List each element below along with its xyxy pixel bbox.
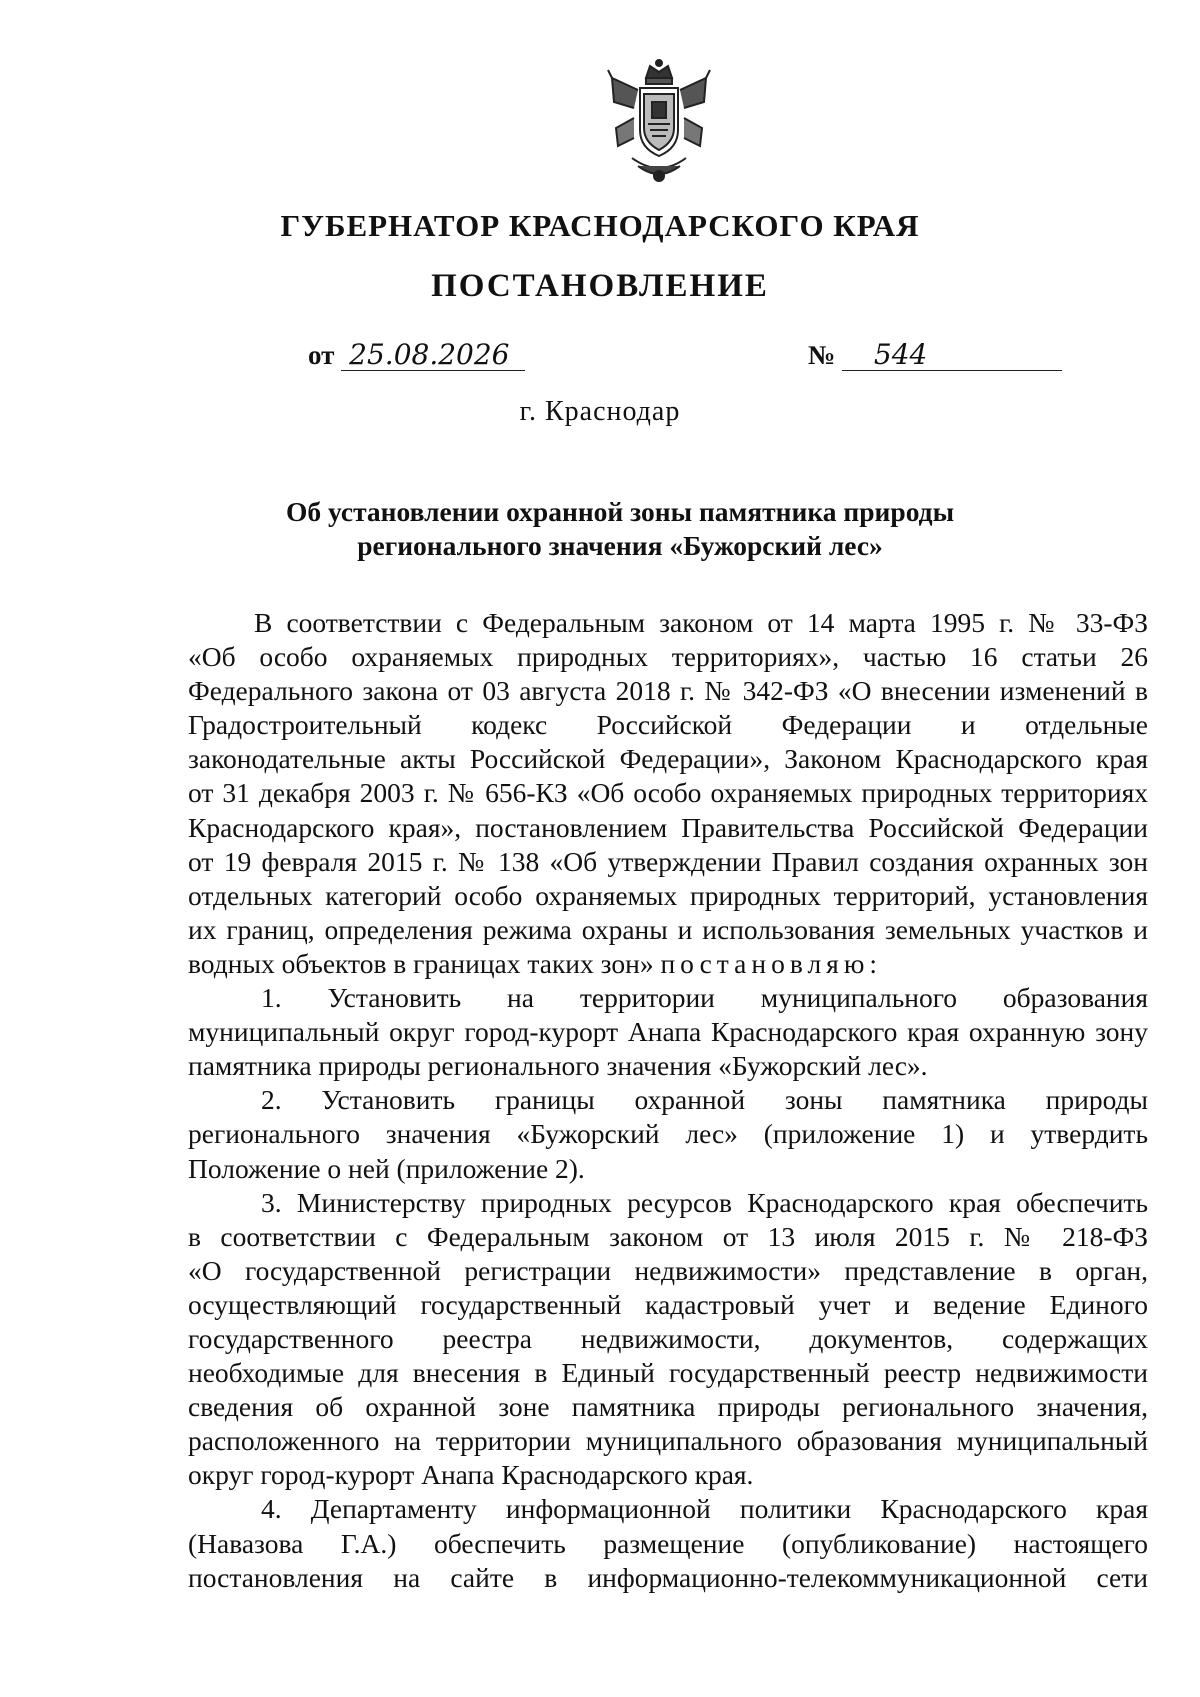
document-date-field xyxy=(308,340,525,371)
text-line: 4. Департаменту информационной политики Краснодарского края xyxy=(261,1493,1148,1525)
preamble-paragraph xyxy=(188,606,1148,981)
item-3-paragraph xyxy=(188,1186,1148,1493)
text-line: муниципальный округ город-курорт Анапа Краснодарского края охранную зону xyxy=(188,1016,1148,1048)
number-label: № xyxy=(808,340,836,370)
text-line: государственного реестра недвижимости, документов, содержащих xyxy=(188,1322,1148,1354)
decree-word: постановляю: xyxy=(660,947,883,979)
text-line: необходимые для внесения в Единый государственный реестр недвижимости xyxy=(188,1357,1148,1389)
text-line: округ город-курорт Анапа Краснодарского края. xyxy=(188,1459,754,1491)
text-line: законодательные акты Российской Федерации», Законом Краснодарского края xyxy=(188,743,1148,775)
document-type: ПОСТАНОВЛЕНИЕ xyxy=(431,268,769,304)
text-line: 1. Установить на территории муниципального образования xyxy=(261,982,1148,1014)
issuing-authority: ГУБЕРНАТОР КРАСНОДАРСКОГО КРАЯ xyxy=(280,208,920,243)
text-line: (Навазова Г.А.) обеспечить размещение (опубликование) настоящего xyxy=(188,1527,1148,1559)
issuing-city: г. Краснодар xyxy=(519,396,681,427)
title-line: Об установлении охранной зоны памятника природы xyxy=(285,496,955,527)
text-line: 2. Установить границы охранной зоны памятника природы xyxy=(261,1084,1148,1116)
coat-of-arms-emblem xyxy=(604,58,714,186)
number-value: 544 xyxy=(842,340,1062,371)
text-line: Краснодарского края», постановлением Правительства Российской Федерации xyxy=(188,811,1148,843)
text-line: их границ, определения режима охраны и использования земельных участков и xyxy=(188,913,1148,945)
preamble-end: водных объектов в границах таких зон» xyxy=(188,947,654,979)
date-value: 25.08.2026 xyxy=(341,340,525,371)
text-line xyxy=(188,947,1148,981)
text-line: в соответствии с Федеральным законом от 13 июля 2015 г. № 218-ФЗ xyxy=(188,1220,1148,1252)
document-number-field xyxy=(808,340,1062,371)
text-line: Положение о ней (приложение 2). xyxy=(188,1152,585,1184)
item-1-paragraph xyxy=(188,981,1148,1083)
text-line: памятника природы регионального значения «Бужорский лес». xyxy=(188,1050,928,1082)
document-title xyxy=(220,495,1020,563)
date-label: от xyxy=(308,340,335,370)
text-line: регионального значения «Бужорский лес» (приложение 1) и утвердить xyxy=(188,1118,1148,1150)
text-line: «О государственной регистрации недвижимости» представление в орган, xyxy=(188,1254,1148,1286)
text-line: сведения об охранной зоне памятника природы регионального значения, xyxy=(188,1391,1148,1423)
text-line: постановления на сайте в информационно-телекоммуникационной сети xyxy=(188,1561,1148,1593)
document-body xyxy=(188,606,1148,1595)
text-line: от 19 февраля 2015 г. № 138 «Об утверждении Правил создания охранных зон xyxy=(188,845,1148,877)
text-line: Федерального закона от 03 августа 2018 г. № 342-ФЗ «О внесении изменений в xyxy=(188,675,1148,707)
title-line: регионального значения «Бужорский лес» xyxy=(357,530,883,561)
text-line: от 31 декабря 2003 г. № 656-КЗ «Об особо охраняемых природных территориях xyxy=(188,777,1148,809)
text-line: отдельных категорий особо охраняемых природных территорий, установления xyxy=(188,879,1148,911)
text-line: В соответствии с Федеральным законом от 14 марта 1995 г. № 33-ФЗ xyxy=(254,607,1148,638)
text-line: осуществляющий государственный кадастровый учет и ведение Единого xyxy=(188,1288,1148,1320)
item-2-paragraph xyxy=(188,1083,1148,1185)
text-line: расположенного на территории муниципального образования муниципальный xyxy=(188,1425,1148,1457)
text-line: Градостроительный кодекс Российской Федерации и отдельные xyxy=(188,709,1148,741)
text-line: 3. Министерству природных ресурсов Краснодарского края обеспечить xyxy=(261,1186,1148,1218)
item-4-paragraph xyxy=(188,1492,1148,1594)
text-line: «Об особо охраняемых природных территориях», частью 16 статьи 26 xyxy=(188,641,1148,673)
